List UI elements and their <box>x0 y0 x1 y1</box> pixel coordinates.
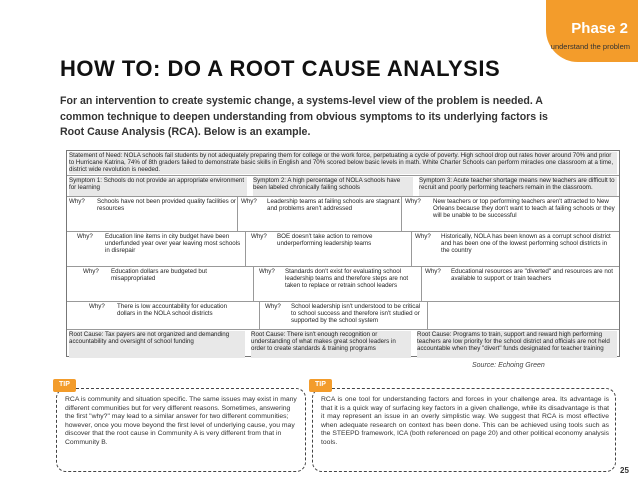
page-title: HOW TO: DO A ROOT CAUSE ANALYSIS <box>60 56 501 81</box>
why-cell: Education dollars are budgeted but misappropriated <box>111 268 207 283</box>
root-cause-3: Root Cause: Programs to train, support and reward high performing teachers are low priority for the school district and officials are not held accountable when they "divert" funds designated for teacher training <box>417 331 617 358</box>
why-label: Why? <box>415 233 431 240</box>
why-cell: Leadership teams at failing schools are stagnant and problems aren't addressed <box>267 198 400 213</box>
source-caption: Source: Echoing Green <box>472 362 545 369</box>
why-label: Why? <box>251 233 267 240</box>
symptom-3: Symptom 3: Acute teacher shortage means new teachers are difficult to recruit and poorly performing teachers remain in the classroom. <box>419 177 617 197</box>
why-row-2 <box>67 231 619 266</box>
root-cause-table <box>66 150 620 357</box>
intro-paragraph: For an intervention to create systemic change, a systems-level view of the problem is needed. A common technique to deepen understanding from obvious symptoms to its underlying factors is Root Cause Analysis (RCA). Below is an example. <box>60 95 548 138</box>
tip-tag: TIP <box>309 379 332 392</box>
why-row-3 <box>67 266 619 301</box>
why-label: Why? <box>241 198 257 205</box>
why-cell: Standards don't exist for evaluating school leadership teams and therefore steps are not taken to replace or retrain school leaders <box>285 268 409 290</box>
phase-badge <box>478 0 638 62</box>
why-cell: School leadership isn't understood to be critical to school success and therefore isn't studied or supported by the school system <box>291 303 421 325</box>
tip-text: RCA is one tool for understanding factors and forces in your challenge area. Its advantage is that it is a quick way of surfacing key factors in a given challenge, while its disadvantage is that it may represent an issue in an overly simplistic way. We suggest that RCA is most effective when adequate research on context has been done. This can be achieved using tools such as the STEEPD framework, ICA (both referenced on page 20) and other political economy analysis tools. <box>321 396 609 446</box>
symptom-1: Symptom 1: Schools do not provide an appropriate environment for learning <box>69 177 247 197</box>
symptom-2: Symptom 2: A high percentage of NOLA schools have been labeled chronically failing schools <box>253 177 413 197</box>
tip-text: RCA is community and situation specific. The same issues may exist in many different communities but for very different reasons. Sometimes, answering the first "why?" may lead to a similar answer for two different communities; however, once you move beyond the first level of underlying cause, you may discover that the root cause in Community A is very different from that in Community B. <box>65 396 297 446</box>
why-label: Why? <box>83 268 99 275</box>
why-label: Why? <box>69 198 85 205</box>
symptoms-row <box>67 175 619 196</box>
why-cell: Schools have not been provided quality facilities or resources <box>97 198 236 213</box>
why-cell: Education line items in city budget have been underfunded year over year leaving most schools in disrepair <box>105 233 241 255</box>
why-label: Why? <box>77 233 93 240</box>
statement-of-need: Statement of Need: NOLA schools fail students by not adequately preparing them for college or the work force, perpetuating a cycle of poverty. High school drop out rates hover around 70% and prior to Hurricane Katrina, 74% of 8th graders failed to demonstrate basic skills in English and 70% scored below basic levels in math. White Charter Schools can perform miracles one classroom at a time, district wide revolution is needed. <box>69 152 617 174</box>
why-cell: Educational resources are "diverted" and resources are not available to support or train teachers <box>451 268 613 283</box>
phase-subtitle: understand the problem <box>550 42 630 51</box>
root-cause-row <box>67 329 619 357</box>
why-label: Why? <box>89 303 105 310</box>
why-cell: BOE doesn't take action to remove underperforming leadership teams <box>277 233 373 248</box>
why-label: Why? <box>425 268 441 275</box>
why-row-4 <box>67 301 619 329</box>
tip-box-right <box>312 381 616 472</box>
why-row-1 <box>67 196 619 231</box>
why-label: Why? <box>259 268 275 275</box>
root-cause-2: Root Cause: There isn't enough recognition or understanding of what makes great school leaders in order to create standards & training programs <box>251 331 411 358</box>
why-cell: New teachers or top performing teachers aren't attracted to New Orleans because they don't want to teach at failing schools or they will be unable to be successful <box>433 198 615 220</box>
why-label: Why? <box>405 198 421 205</box>
root-cause-1: Root Cause: Tax payers are not organized and demanding accountability and oversight of school funding <box>69 331 245 358</box>
phase-title: Phase 2 <box>571 20 628 37</box>
why-label: Why? <box>265 303 281 310</box>
tip-box-left <box>56 381 306 472</box>
tip-tag: TIP <box>53 379 76 392</box>
why-cell: There is low accountability for education dollars in the NOLA school districts <box>117 303 228 318</box>
why-cell: Historically, NOLA has been known as a corrupt school district and has been one of the lowest performing school districts in the country <box>441 233 611 255</box>
page-number: 25 <box>620 466 629 475</box>
